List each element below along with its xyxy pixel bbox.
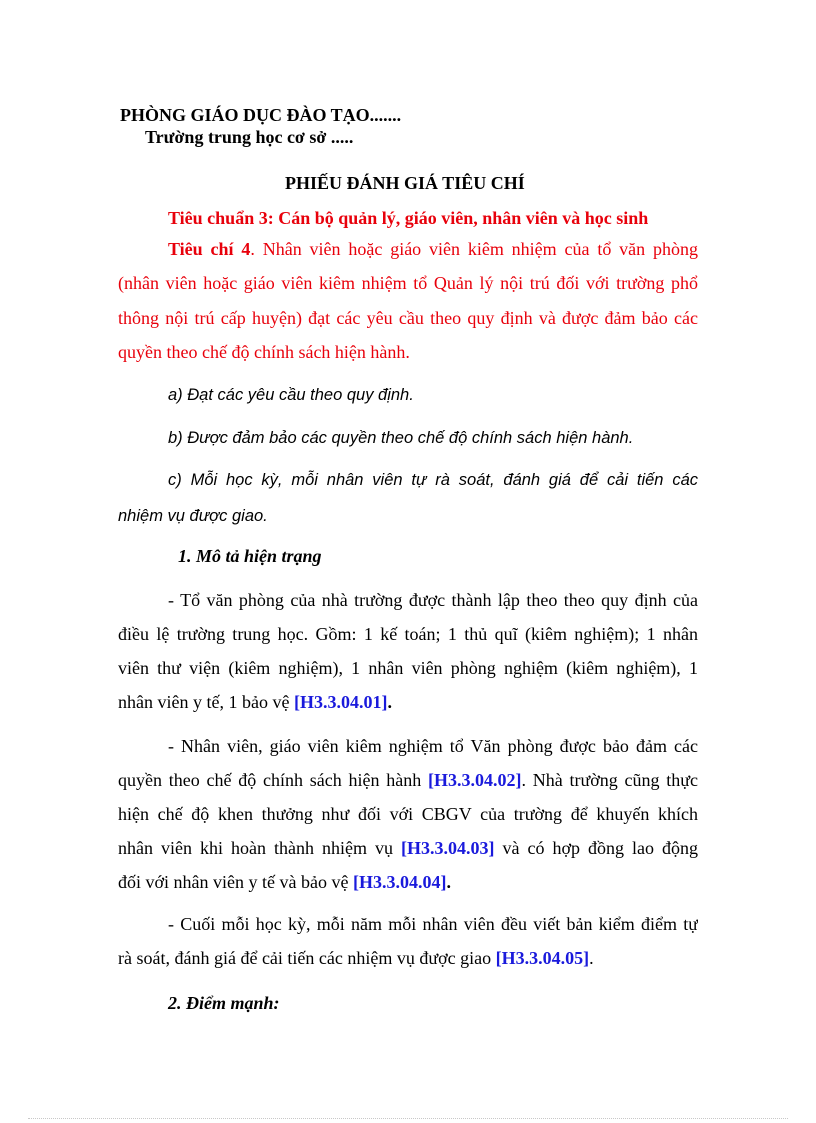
criterion-line-1: Tiêu chí 4. Nhân viên hoặc giáo viên kiêm nhiệm của tổ văn phòng <box>168 239 698 259</box>
page-bottom-rule <box>28 1118 788 1119</box>
s1-p3-line-1: - Cuối mỗi học kỳ, mỗi năm mỗi nhân viên đều viết bản kiểm điểm tự <box>168 914 698 934</box>
s1-p2-line-3: hiện chế độ khen thưởng như đối với CBGV của trường để khuyến khích <box>118 804 698 824</box>
s1-p2-line-2: quyền theo chế độ chính sách hiện hành [H3.3.04.02]. Nhà trường cũng thực <box>118 770 698 790</box>
s1-p2-line-4: nhân viên khi hoàn thành nhiệm vụ [H3.3.04.03] và có hợp đồng lao động <box>118 838 698 858</box>
school-header: Trường trung học cơ sở ..... <box>145 127 354 147</box>
criterion-line-3: thông nội trú cấp huyện) đạt các yêu cầu theo quy định và được đảm bảo các <box>118 308 698 328</box>
s1-p1-line-2: điều lệ trường trung học. Gồm: 1 kế toán; 1 thủ quĩ (kiêm nghiệm); 1 nhân <box>118 624 698 644</box>
evidence-ref-02: [H3.3.04.02] <box>427 770 522 790</box>
requirement-c-line-1: c) Mỗi học kỳ, mỗi nhân viên tự rà soát, đánh giá để cải tiến các <box>168 471 698 489</box>
s1-p1-line-1: - Tổ văn phòng của nhà trường được thành lập theo theo quy định của <box>168 590 698 610</box>
s1-p2-line-1: - Nhân viên, giáo viên kiêm nghiệm tổ Văn phòng được bảo đảm các <box>168 736 698 756</box>
requirement-c-line-2: nhiệm vụ được giao. <box>118 507 268 525</box>
evidence-ref-05: [H3.3.04.05] <box>495 948 590 968</box>
department-header: PHÒNG GIÁO DỤC ĐÀO TẠO....... <box>120 105 402 125</box>
requirement-a: a) Đạt các yêu cầu theo quy định. <box>168 386 414 404</box>
standard-heading: Tiêu chuẩn 3: Cán bộ quản lý, giáo viên, nhân viên và học sinh <box>168 208 649 228</box>
s1-p2-line-5: đối với nhân viên y tế và bảo vệ [H3.3.04.04]. <box>118 872 451 892</box>
section2-heading: 2. Điểm mạnh: <box>168 993 280 1013</box>
s1-p3-line-2: rà soát, đánh giá để cải tiến các nhiệm vụ được giao [H3.3.04.05]. <box>118 948 594 968</box>
s1-p1-line-3: viên thư viện (kiêm nghiệm), 1 nhân viên phòng nghiệm (kiêm nghiệm), 1 <box>118 658 698 678</box>
s1-p1-line-4: nhân viên y tế, 1 bảo vệ [H3.3.04.01]. <box>118 692 392 712</box>
document-title: PHIẾU ĐÁNH GIÁ TIÊU CHÍ <box>285 173 525 193</box>
criterion-line-2: (nhân viên hoặc giáo viên kiêm nhiệm tổ Quản lý nội trú đối với trường phổ <box>118 273 698 293</box>
section1-heading: 1. Mô tả hiện trạng <box>178 546 322 566</box>
criterion-line-4: quyền theo chế độ chính sách hiện hành. <box>118 342 410 362</box>
criterion-label: Tiêu chí 4 <box>168 239 251 259</box>
evidence-ref-03: [H3.3.04.03] <box>400 838 495 858</box>
evidence-ref-01: [H3.3.04.01] <box>293 692 388 712</box>
requirement-b: b) Được đảm bảo các quyền theo chế độ chính sách hiện hành. <box>168 429 634 447</box>
evidence-ref-04: [H3.3.04.04] <box>352 872 447 892</box>
